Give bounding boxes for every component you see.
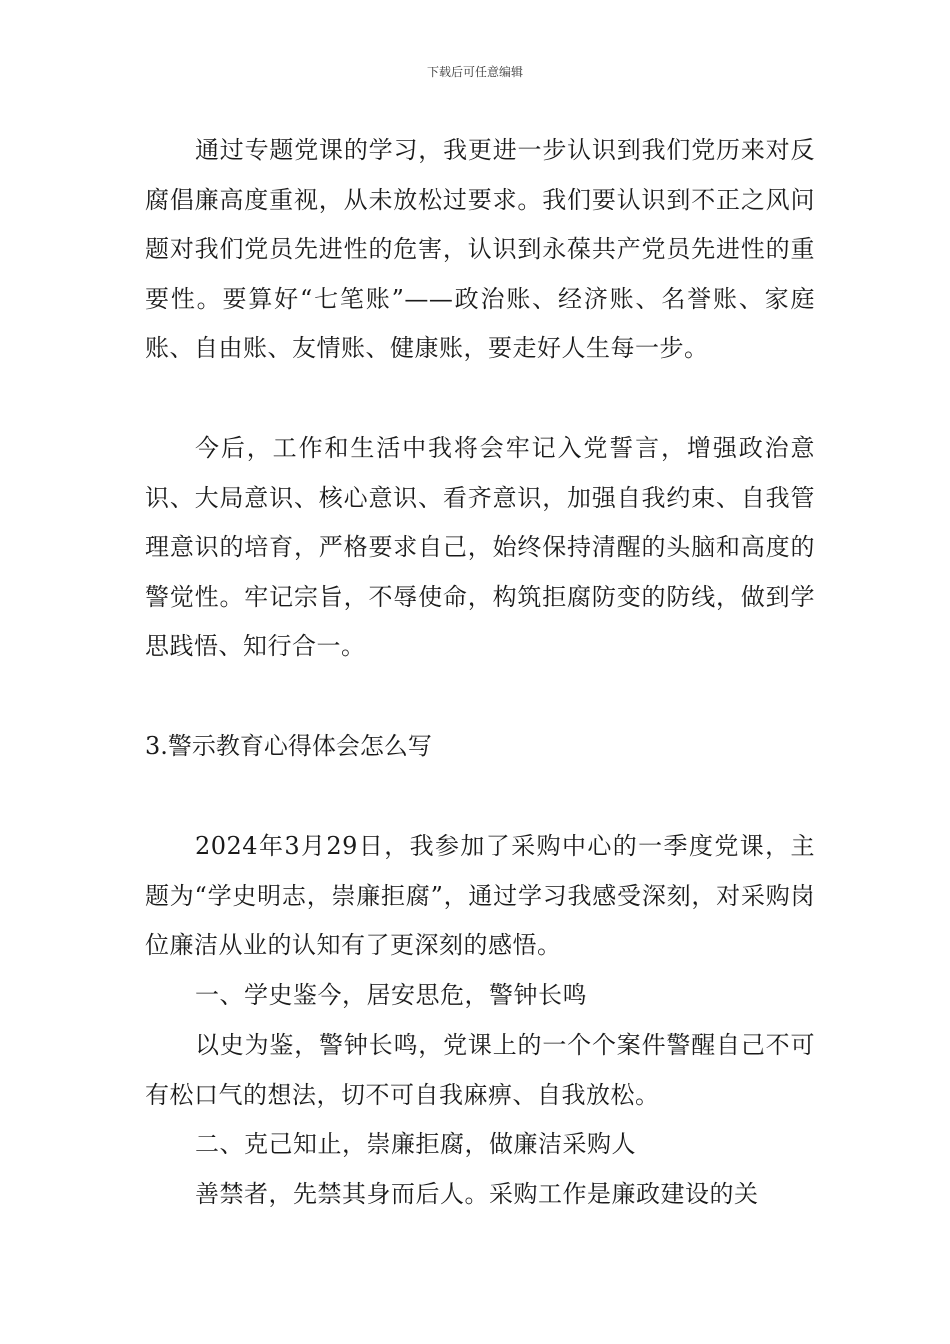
body-paragraph-4: 以史为鉴，警钟长鸣，党课上的一个个案件警醒自己不可有松口气的想法，切不可自我麻痹、自我放松。 xyxy=(145,1031,815,1109)
body-paragraph-5: 善禁者，先禁其身而后人。采购工作是廉政建设的关 xyxy=(195,1180,759,1208)
section-heading: 3.警示教育心得体会怎么写 xyxy=(145,732,432,760)
body-paragraph-2: 今后，工作和生活中我将会牢记入党誓言，增强政治意识、大局意识、核心意识、看齐意识，加强自我约束、自我管理意识的培育，严格要求自己，始终保持清醒的头脑和高度的警觉性。牢记宗旨，不辱使命，构筑拒腐防变的防线，做到学思践悟、知行合一。 xyxy=(145,434,815,660)
page-header: 下载后可任意编辑 xyxy=(426,65,523,79)
subheading-1: 一、学史鉴今，居安思危，警钟长鸣 xyxy=(195,981,587,1009)
body-paragraph-3: 2024年3月29日，我参加了采购中心的一季度党课，主题为“学史明志，崇廉拒腐”，通过学习我感受深刻，对采购岗位廉洁从业的认知有了更深刻的感悟。 xyxy=(145,832,815,959)
body-paragraph-1: 通过专题党课的学习，我更进一步认识到我们党历来对反腐倡廉高度重视，从未放松过要求。我们要认识到不正之风问题对我们党员先进性的危害，认识到永葆共产党员先进性的重要性。要算好“七笔账”——政治账、经济账、名誉账、家庭账、自由账、友情账、健康账，要走好人生每一步。 xyxy=(145,136,815,362)
subheading-2: 二、克己知止，崇廉拒腐，做廉洁采购人 xyxy=(195,1130,636,1158)
